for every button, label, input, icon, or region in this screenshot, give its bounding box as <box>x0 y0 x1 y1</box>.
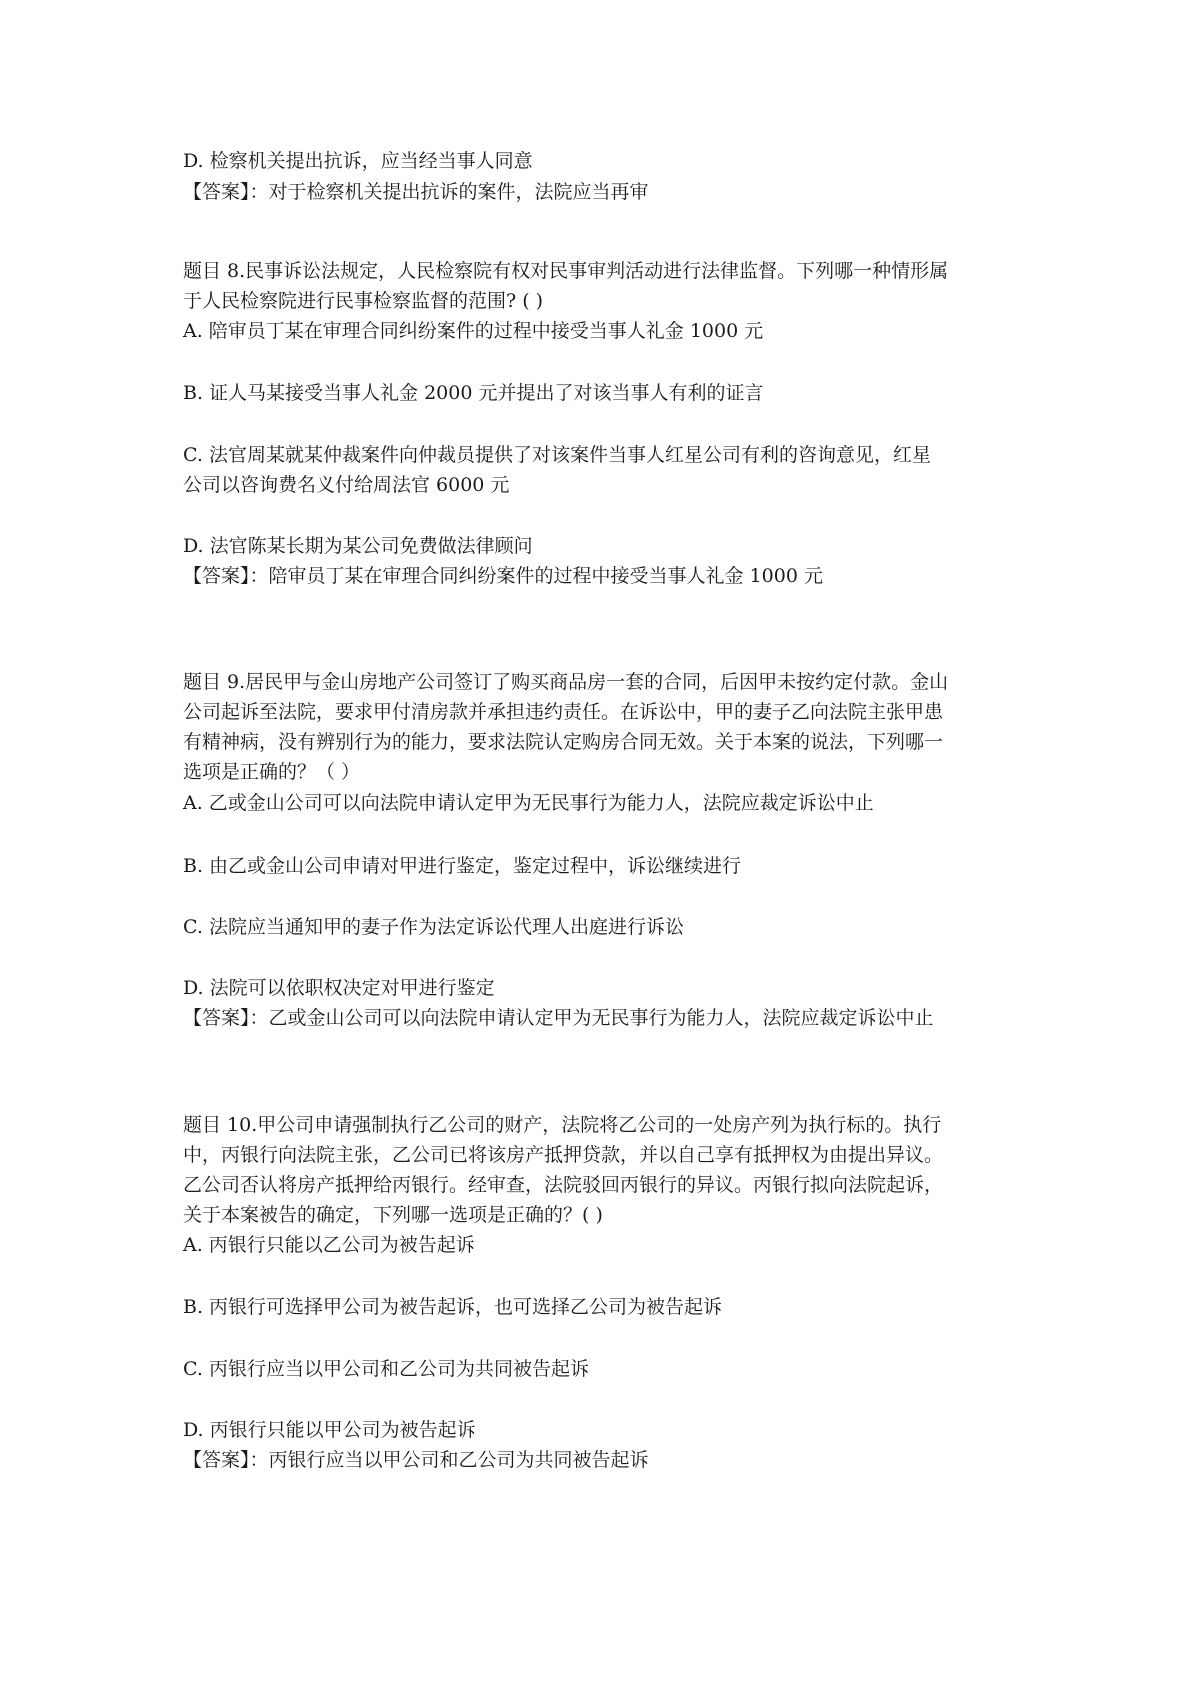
q10-option-a: A. 丙银行只能以乙公司为被告起诉 <box>183 1234 475 1256</box>
q9-stem-line-3: 有精神病，没有辨别行为的能力，要求法院认定购房合同无效。关于本案的说法，下列哪一 <box>183 731 944 753</box>
q9-stem-line-2: 公司起诉至法院，要求甲付清房款并承担违约责任。在诉讼中，甲的妻子乙向法院主张甲患 <box>183 701 944 723</box>
q8-option-c-line-1: C. 法官周某就某仲裁案件向仲裁员提供了对该案件当事人红星公司有利的咨询意见，红星 <box>183 444 931 466</box>
q9-answer <box>183 1003 934 1033</box>
answer-label: 【答案】 <box>183 1007 250 1029</box>
answer-text: ：对于检察机关提出抗诉的案件，法院应当再审 <box>249 181 649 203</box>
answer-label: 【答案】 <box>183 181 250 203</box>
prev-option-d: D. 检察机关提出抗诉，应当经当事人同意 <box>183 150 533 172</box>
q8-option-b: B. 证人马某接受当事人礼金 2000 元并提出了对该当事人有利的证言 <box>183 382 764 404</box>
q9-stem-line-4: 选项是正确的？（ ） <box>183 761 361 783</box>
q9-option-a: A. 乙或金山公司可以向法院申请认定甲为无民事行为能力人，法院应裁定诉讼中止 <box>183 792 874 814</box>
q8-stem-line-2: 于人民检察院进行民事检察监督的范围? ( ) <box>183 290 544 312</box>
q10-answer <box>183 1445 649 1475</box>
q9-stem-line-1: 题目 9.居民甲与金山房地产公司签订了购买商品房一套的合同，后因甲未按约定付款。金山 <box>183 671 949 693</box>
q10-option-d: D. 丙银行只能以甲公司为被告起诉 <box>183 1419 476 1441</box>
q9-option-d: D. 法院可以依职权决定对甲进行鉴定 <box>183 977 495 999</box>
q8-option-c-line-2: 公司以咨询费名义付给周法官 6000 元 <box>183 474 510 496</box>
q8-option-d: D. 法官陈某长期为某公司免费做法律顾问 <box>183 535 533 557</box>
answer-text: ：乙或金山公司可以向法院申请认定甲为无民事行为能力人，法院应裁定诉讼中止 <box>249 1007 934 1029</box>
q9-option-b: B. 由乙或金山公司申请对甲进行鉴定，鉴定过程中，诉讼继续进行 <box>183 855 742 877</box>
q8-answer <box>183 561 823 591</box>
answer-text: ：丙银行应当以甲公司和乙公司为共同被告起诉 <box>249 1449 649 1471</box>
prev-answer <box>183 177 649 207</box>
q10-stem-line-2: 中，丙银行向法院主张，乙公司已将该房产抵押贷款，并以自己享有抵押权为由提出异议。 <box>183 1144 944 1166</box>
q8-stem-line-1: 题目 8.民事诉讼法规定，人民检察院有权对民事审判活动进行法律监督。下列哪一种情形属 <box>183 260 949 282</box>
q8-option-a: A. 陪审员丁某在审理合同纠纷案件的过程中接受当事人礼金 1000 元 <box>183 320 764 342</box>
q10-option-c: C. 丙银行应当以甲公司和乙公司为共同被告起诉 <box>183 1358 589 1380</box>
answer-label: 【答案】 <box>183 565 250 587</box>
q9-option-c: C. 法院应当通知甲的妻子作为法定诉讼代理人出庭进行诉讼 <box>183 916 684 938</box>
q10-stem-line-1: 题目 10.甲公司申请强制执行乙公司的财产，法院将乙公司的一处房产列为执行标的。执行 <box>183 1114 942 1136</box>
q10-stem-line-3: 乙公司否认将房产抵押给丙银行。经审查，法院驳回丙银行的异议。丙银行拟向法院起诉， <box>183 1174 944 1196</box>
q10-option-b: B. 丙银行可选择甲公司为被告起诉，也可选择乙公司为被告起诉 <box>183 1296 723 1318</box>
answer-text: ：陪审员丁某在审理合同纠纷案件的过程中接受当事人礼金 1000 元 <box>249 565 823 587</box>
answer-label: 【答案】 <box>183 1449 250 1471</box>
q10-stem-line-4: 关于本案被告的确定，下列哪一选项是正确的？( ) <box>183 1204 603 1226</box>
